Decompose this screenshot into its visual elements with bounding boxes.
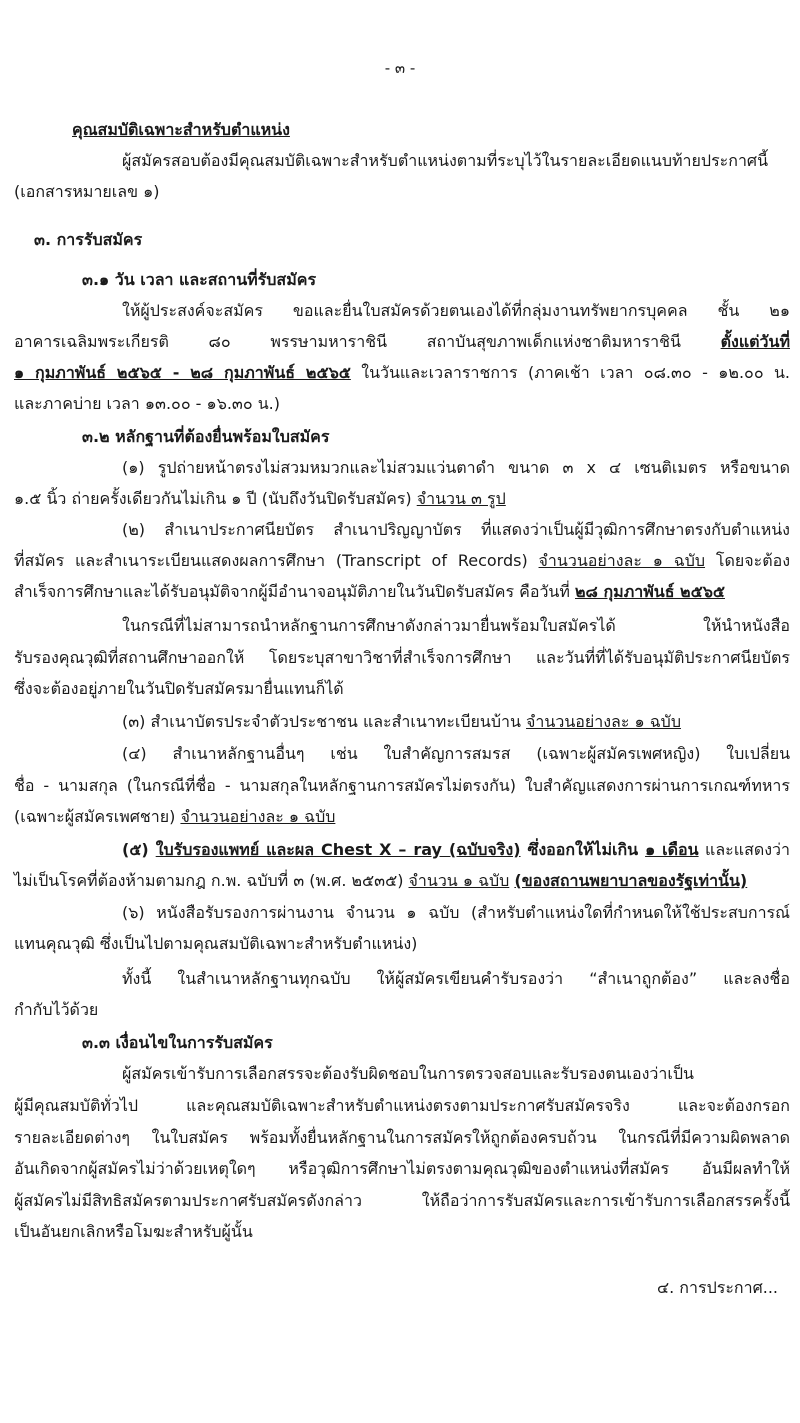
item-4-line: (๔) สำเนาหลักฐานอื่นๆ เช่น ใบสำคัญการสมรส (เฉพาะผู้สมัครเพศหญิง) ใบเปลี่ยน bbox=[122, 744, 790, 763]
page-number: - ๓ - bbox=[384, 59, 416, 77]
item-6-line: แทนคุณวุฒิ ซึ่งเป็นไปตามคุณสมบัติเฉพาะสำหรับตำแหน่ง) bbox=[14, 934, 418, 953]
item-2-note-line: ในกรณีที่ไม่สามารถนำหลักฐานการศึกษาดังกล่าวมายื่นพร้อมใบสมัครได้ ให้นำหนังสือ bbox=[122, 616, 790, 635]
item-5-line: (๕) ใบรับรองแพทย์ และผล Chest X – ray (ฉบับจริง) ซึ่งออกให้ไม่เกิน ๑ เดือน และแสดงว่า bbox=[122, 840, 791, 859]
item-2-line: สำเร็จการศึกษาและได้รับอนุมัติจากผู้มีอำนาจอนุมัติภายในวันปิดรับสมัคร คือวันที่ ๒๘ กุมภาพันธ์ ๒๕๖๕ bbox=[14, 582, 725, 601]
section-3-3-heading: ๓.๓ เงื่อนไขในการรับสมัคร bbox=[82, 1033, 273, 1052]
item-5-line: ไม่เป็นโรคที่ต้องห้ามตามกฎ ก.พ. ฉบับที่ ๓ (พ.ศ. ๒๕๓๕) จำนวน ๑ ฉบับ (ของสถานพยาบาลของรัฐเท่านั้น) bbox=[14, 871, 748, 890]
section-3-1-text-line: และภาคบ่าย เวลา ๑๓.๐๐ - ๑๖.๓๐ น.) bbox=[14, 394, 280, 413]
item-2-line: ที่สมัคร และสำเนาระเบียนแสดงผลการศึกษา (Transcript of Records) จำนวนอย่างละ ๑ ฉบับ โดยจะต้อง bbox=[14, 551, 791, 570]
next-section-continuation: ๔. การประกาศ... bbox=[657, 1278, 778, 1297]
qualification-heading: คุณสมบัติเฉพาะสำหรับตำแหน่ง bbox=[72, 120, 290, 139]
certification-note-line: ทั้งนี้ ในสำเนาหลักฐานทุกฉบับ ให้ผู้สมัครเขียนคำรับรองว่า “สำเนาถูกต้อง” และลงชื่อ bbox=[122, 969, 790, 988]
section-3-3-text-line: ผู้สมัครเข้ารับการเลือกสรรจะต้องรับผิดชอบในการตรวจสอบและรับรองตนเองว่าเป็น bbox=[122, 1064, 694, 1083]
section-3-3-text-line: เป็นอันยกเลิกหรือโมฆะสำหรับผู้นั้น bbox=[14, 1222, 253, 1241]
item-4-line: ชื่อ - นามสกุล (ในกรณีที่ชื่อ - นามสกุลในหลักฐานการสมัครไม่ตรงกัน) ใบสำคัญแสดงการผ่านการเกณฑ์ทหาร bbox=[14, 776, 790, 795]
qualification-text-line: ผู้สมัครสอบต้องมีคุณสมบัติเฉพาะสำหรับตำแหน่งตามที่ระบุไว้ในรายละเอียดแนบท้ายประกาศนี้ bbox=[122, 151, 769, 170]
item-1-line: (๑) รูปถ่ายหน้าตรงไม่สวมหมวกและไม่สวมแว่นตาดำ ขนาด ๓ x ๔ เซนติเมตร หรือขนาด bbox=[122, 458, 790, 477]
section-3-3-text-line: รายละเอียดต่างๆ ในใบสมัคร พร้อมทั้งยื่นหลักฐานในการสมัครให้ถูกต้องครบถ้วน ในกรณีที่มีความผิดพลาด bbox=[14, 1128, 790, 1147]
item-3-line: (๓) สำเนาบัตรประจำตัวประชาชน และสำเนาทะเบียนบ้าน จำนวนอย่างละ ๑ ฉบับ bbox=[122, 712, 681, 731]
section-3-2-heading: ๓.๒ หลักฐานที่ต้องยื่นพร้อมใบสมัคร bbox=[82, 427, 330, 446]
item-2-note-line: รับรองคุณวุฒิที่สถานศึกษาออกให้ โดยระบุสาขาวิชาที่สำเร็จการศึกษา และวันที่ที่ได้รับอนุมัติประกาศนียบัตร bbox=[14, 648, 790, 667]
section-3-3-text-line: ผู้สมัครไม่มีสิทธิสมัครตามประกาศรับสมัครดังกล่าว ให้ถือว่าการรับสมัครและการเข้ารับการเลือกสรรครั้งนี้ bbox=[14, 1191, 790, 1210]
section-3-1-heading: ๓.๑ วัน เวลา และสถานที่รับสมัคร bbox=[82, 270, 317, 289]
item-1-line: ๑.๕ นิ้ว ถ่ายครั้งเดียวกันไม่เกิน ๑ ปี (นับถึงวันปิดรับสมัคร) จำนวน ๓ รูป bbox=[14, 489, 506, 508]
certification-note-line: กำกับไว้ด้วย bbox=[14, 1000, 99, 1019]
section-3-1-text-line: ๑ กุมภาพันธ์ ๒๕๖๕ - ๒๘ กุมภาพันธ์ ๒๕๖๕ ในวันและเวลาราชการ (ภาคเช้า เวลา ๐๘.๓๐ - ๑๒.๐๐ น. bbox=[14, 363, 791, 382]
section-3-heading: ๓. การรับสมัคร bbox=[34, 230, 143, 249]
item-4-line: (เฉพาะผู้สมัครเพศชาย) จำนวนอย่างละ ๑ ฉบับ bbox=[14, 807, 336, 826]
qualification-text-line: (เอกสารหมายเลข ๑) bbox=[14, 182, 160, 201]
section-3-3-text-line: อันเกิดจากผู้สมัครไม่ว่าด้วยเหตุใดๆ หรือวุฒิการศึกษาไม่ตรงตามคุณวุฒิของตำแหน่งที่สมัคร อันมีผลทำให้ bbox=[14, 1159, 790, 1178]
item-2-note-line: ซึ่งจะต้องอยู่ภายในวันปิดรับสมัครมายื่นแทนก็ได้ bbox=[14, 679, 344, 698]
section-3-1-text-line: ให้ผู้ประสงค์จะสมัคร ขอและยื่นใบสมัครด้วยตนเองได้ที่กลุ่มงานทรัพยากรบุคคล ชั้น ๒๑ bbox=[122, 301, 790, 320]
item-2-line: (๒) สำเนาประกาศนียบัตร สำเนาปริญญาบัตร ที่แสดงว่าเป็นผู้มีวุฒิการศึกษาตรงกับตำแหน่ง bbox=[122, 520, 790, 539]
item-6-line: (๖) หนังสือรับรองการผ่านงาน จำนวน ๑ ฉบับ (สำหรับตำแหน่งใดที่กำหนดให้ใช้ประสบการณ์ bbox=[122, 903, 790, 922]
section-3-3-text-line: ผู้มีคุณสมบัติทั่วไป และคุณสมบัติเฉพาะสำหรับตำแหน่งตรงตามประกาศรับสมัครจริง และจะต้องกรอก bbox=[14, 1096, 790, 1115]
section-3-1-text-line: อาคารเฉลิมพระเกียรติ ๘๐ พรรษามหาราชินี สถาบันสุขภาพเด็กแห่งชาติมหาราชินี ตั้งแต่วันที่ bbox=[14, 332, 790, 351]
